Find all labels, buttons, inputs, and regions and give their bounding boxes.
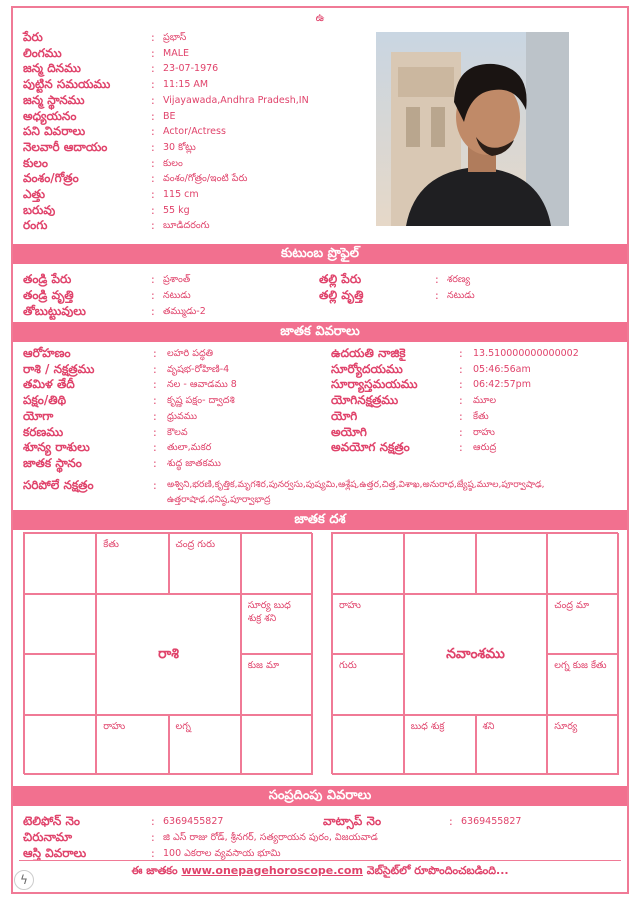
father-job-label: తండ్రి వృత్తి xyxy=(23,288,74,302)
jathaka-label: ఆరోహణం xyxy=(23,346,71,360)
personal-label: రంగు xyxy=(23,218,48,233)
jathaka-label: రాశి / నక్షత్రము xyxy=(23,361,95,376)
chart-house-cell xyxy=(332,533,404,594)
chart-house-cell: రాహు xyxy=(332,594,404,655)
jathaka-value: 06:42:57pm xyxy=(473,379,531,391)
personal-value: 55 kg xyxy=(163,204,190,216)
siblings: తమ్ముడు-2 xyxy=(163,306,206,317)
father-name: ప్రశాంత్ xyxy=(163,274,191,285)
personal-label: వంశం/గోత్రం xyxy=(23,171,79,186)
chart-house-cell: బుధ శుక్ర xyxy=(404,715,476,776)
personal-value: కులం xyxy=(163,157,183,169)
jathaka-value: కృష్ణ పక్షం- ద్వాదశి xyxy=(167,395,235,407)
section-family-header: కుటుంబ ప్రొఫైల్ xyxy=(13,244,627,264)
chart-house-cell xyxy=(24,654,96,715)
chart-house-cell xyxy=(24,715,96,776)
chart-house-cell: లగ్న xyxy=(169,715,241,776)
address-value: జి ఎస్ రాజు రోడ్, శ్రీనగర్, సత్యరాయన పురం, విజయవాడ xyxy=(163,832,378,843)
profile-photo xyxy=(376,32,569,226)
jathaka-value: తులా,మకర xyxy=(167,442,212,454)
top-mark: ఉ xyxy=(315,11,325,24)
jathaka-label: యోగి xyxy=(331,408,358,423)
father-name-label: తండ్రి పేరు xyxy=(23,272,72,286)
personal-value: 30 కోట్లు xyxy=(163,141,196,153)
footer-website-link[interactable]: www.onepagehoroscope.com xyxy=(181,864,363,877)
portrait-image xyxy=(376,32,569,226)
jathaka-label: శూన్య రాశులు xyxy=(23,440,90,455)
bolt-icon[interactable]: ϟ xyxy=(14,870,34,890)
footer-divider xyxy=(19,860,621,861)
personal-value: బూడిదరంగు xyxy=(163,220,210,232)
jathaka-label: పక్షం/తిథి xyxy=(23,393,67,408)
mother-job-label: తల్లి వృత్తి xyxy=(319,288,364,302)
chart-house-cell: సూర్య xyxy=(547,715,619,776)
personal-label: జన్మ దినము xyxy=(23,61,81,76)
chart-house-cell: లగ్న కుజ కేతు xyxy=(547,654,619,715)
assets-value: 100 ఎకరాల వ్యవసాయ భూమి xyxy=(163,848,281,859)
personal-value: 23-07-1976 xyxy=(163,63,219,75)
chart-house-cell xyxy=(404,533,476,594)
jathaka-label: అయోగి xyxy=(331,424,367,439)
chart-house-cell: చంద్ర మా xyxy=(547,594,619,655)
chart-house-cell xyxy=(241,715,313,776)
jathaka-label: యోగా xyxy=(23,408,54,423)
personal-label: జన్మ స్థానము xyxy=(23,92,85,107)
footer xyxy=(13,864,627,880)
sariphole-line2: ఉత్తరాషాఢ,ధనిష్ఠ,పూర్వాభాద్ర xyxy=(167,495,271,505)
personal-value: 11:15 AM xyxy=(163,79,209,91)
mother-job: నటుడు xyxy=(447,290,475,301)
chart-center-title: నవాంశము xyxy=(404,594,548,715)
personal-label: పుట్టిన సమయము xyxy=(23,77,111,92)
rasi-chart xyxy=(23,532,312,774)
jathaka-label: తమిళ తేదీ xyxy=(23,377,75,392)
chart-house-cell: కేతు xyxy=(96,533,168,594)
jathaka-value: వృషభ-రోహిణి-4 xyxy=(167,363,230,375)
jathaka-value: కేతు xyxy=(473,410,489,422)
jathaka-value: శుద్ధ జాతకము xyxy=(167,457,221,469)
jathaka-label: అవయోగ నక్షత్రం xyxy=(331,440,410,455)
personal-label: కులం xyxy=(23,155,49,170)
navamsa-chart xyxy=(331,532,618,774)
chart-house-cell xyxy=(241,533,313,594)
sariphole-line1: అశ్విని,భరణి,కృత్తిక,మృగశిర,పునర్వసు,పుష్యమి,ఆశ్లేష,ఉత్తర,చిత్త,విశాఖ,అనురాధ,జ్యేష్ఠ,మూల,పూర్వాషాఢ, xyxy=(167,480,545,490)
chart-center-title: రాశి xyxy=(96,594,241,715)
phone-label: టెలిఫోన్ నెం xyxy=(23,814,80,828)
personal-value: MALE xyxy=(163,47,189,59)
personal-value: Vijayawada,Andhra Pradesh,IN xyxy=(163,94,309,106)
jathaka-value: నల - ఆవాడము 8 xyxy=(167,379,237,391)
jathaka-value: ఆరుద్ర xyxy=(473,442,497,454)
personal-label: పని వివరాలు xyxy=(23,124,86,139)
section-dasha-header: జాతక దశ xyxy=(13,510,627,530)
chart-house-cell xyxy=(332,715,404,776)
siblings-label: తోబుట్టువులు xyxy=(23,304,86,318)
chart-house-cell xyxy=(476,533,548,594)
chart-house-cell: శని xyxy=(476,715,548,776)
address-label: చిరునామా xyxy=(23,830,73,844)
personal-label: నెలవారీ ఆదాయం xyxy=(23,139,108,154)
jathaka-value: ధ్రువము xyxy=(167,410,198,422)
chart-house-cell: చంద్ర గురు xyxy=(169,533,241,594)
chart-house-cell xyxy=(547,533,619,594)
footer-prefix: ఈ జాతకం xyxy=(131,864,178,877)
horoscope-page: ఉ పేరు : ప్రభాస్ లింగము : MALE జన్మ దినము : 23-07-1976 పుట్టిన సమయము : 11:15 AM జన్మ స్థానము : Vijayawada,Andhra Pradesh,IN అధ్యయనం : BE పని వివరాలు : Actor/Actress నెలవారీ ఆదాయం : 30 కోట్లు కులం : కులం వంశం/గోత్రం : వంశం/గోత్రం/ఇంటి పేరు ఎత్తు : 115 cm బరువు : 55 kg రంగు : బూడిదరంగు కుటుంబ ప్రొఫైల్ తండ్రి పేరు : ప్రశాంత్ తల్లి పేరు : శరణ్య తండ్రి వృత్తి : నటుడు తల్లి వృత్తి : నటుడు తోబుట్టువులు : తమ్ముడు-2 జాతక వివరాలు ఆరోహణం : లహరి పద్ధతి రాశి / నక్షత్రము : వృషభ-రోహిణి-4 తమిళ తేదీ : నల - ఆవాడము 8 పక్షం/తిథి : కృష్ణ పక్షం- ద్వాదశి యోగా : ధ్రువము కరణము : కౌలవ శూన్య రాశులు : తులా,మకర జాతక స్థానం : శుద్ధ జాతకము ఉదయతి నాజికై : 13.510000000000002 సూర్యోదయము : 05:46:56am సూర్యాస్తమయము : 06:42:57pm యోగినక్షత్రము : మూల యోగి : కేతు అయోగి : రాహు అవయోగ నక్షత్రం : ఆరుద్ర సరిపోలే నక్షత్రం : అశ్విని,భరణి,కృత్తిక,మృగశిర,పునర్వసు,పుష్యమి,ఆశ్లేష,ఉత్తర,చిత్త,విశాఖ,అనురాధ,జ్యేష్ఠ,మూల,పూర్వాషాఢ, ఉత్తరాషాఢ,ధనిష్ఠ,పూర్వాభాద్ర జాతక దశ కేతు చంద్ర గురు సూర్య బుధ శుక్ర శని కుజ మా రాహు లగ్న రాశి రాహు చంద్ర మా గురు లగ్న కుజ కేతు బుధ శుక్ర శని సూర్య నవాంశము సంప్రదింపు వివరాలు టెలిఫోన్ నెం : 6369455827 వాట్సాప్ నెం : 6369455827 చిరునామా : జి ఎస్ రాజు రోడ్, శ్రీనగర్, సత్యరాయన పురం, విజయవాడ ఆస్తి వివరాలు : 100 ఎకరాల వ్యవసాయ భూమి ఈ జాతకం www.onepagehoroscope.com వెబ్‌సైట్‌లో రూపొందించబడింది... xyxy=(11,6,629,894)
chart-house-cell xyxy=(24,533,96,594)
personal-value: Actor/Actress xyxy=(163,126,226,138)
chart-house-cell: రాహు xyxy=(96,715,168,776)
jathaka-value: కౌలవ xyxy=(167,426,188,438)
phone-value: 6369455827 xyxy=(163,816,224,827)
jathaka-label: కరణము xyxy=(23,424,64,439)
father-job: నటుడు xyxy=(163,290,191,301)
section-contact-header: సంప్రదింపు వివరాలు xyxy=(13,786,627,806)
jathaka-value: రాహు xyxy=(473,426,495,438)
personal-label: బరువు xyxy=(23,202,56,217)
personal-label: ఎత్తు xyxy=(23,187,46,201)
sariphole-label: సరిపోలే నక్షత్రం xyxy=(23,478,94,492)
jathaka-value: 13.510000000000002 xyxy=(473,348,579,359)
footer-suffix: వెబ్‌సైట్‌లో రూపొందించబడింది... xyxy=(366,864,509,877)
jathaka-value: మూల xyxy=(473,395,497,407)
personal-value: 115 cm xyxy=(163,189,199,200)
whatsapp-label: వాట్సాప్ నెం xyxy=(323,814,382,828)
jathaka-label: యోగినక్షత్రము xyxy=(331,393,399,408)
jathaka-value: 05:46:56am xyxy=(473,363,531,375)
mother-name: శరణ్య xyxy=(447,274,471,285)
jathaka-label: సూర్యాస్తమయము xyxy=(331,377,418,392)
chart-house-cell: సూర్య బుధ శుక్ర శని xyxy=(241,594,313,655)
personal-label: లింగము xyxy=(23,45,62,60)
jathaka-label: ఉదయతి నాజికై xyxy=(331,346,406,360)
personal-label: అధ్యయనం xyxy=(23,108,77,123)
assets-label: ఆస్తి వివరాలు xyxy=(23,846,87,860)
jathaka-label: జాతక స్థానం xyxy=(23,455,82,470)
section-jathaka-header: జాతక వివరాలు xyxy=(13,322,627,342)
jathaka-label: సూర్యోదయము xyxy=(331,361,403,376)
whatsapp-value: 6369455827 xyxy=(461,816,522,827)
chart-house-cell: గురు xyxy=(332,654,404,715)
chart-house-cell xyxy=(24,594,96,655)
personal-value: వంశం/గోత్రం/ఇంటి పేరు xyxy=(163,173,248,185)
jathaka-value: లహరి పద్ధతి xyxy=(167,348,214,359)
personal-value: ప్రభాస్ xyxy=(163,32,187,43)
chart-house-cell: కుజ మా xyxy=(241,654,313,715)
mother-name-label: తల్లి పేరు xyxy=(319,272,362,286)
personal-label: పేరు xyxy=(23,30,43,44)
personal-value: BE xyxy=(163,110,176,122)
